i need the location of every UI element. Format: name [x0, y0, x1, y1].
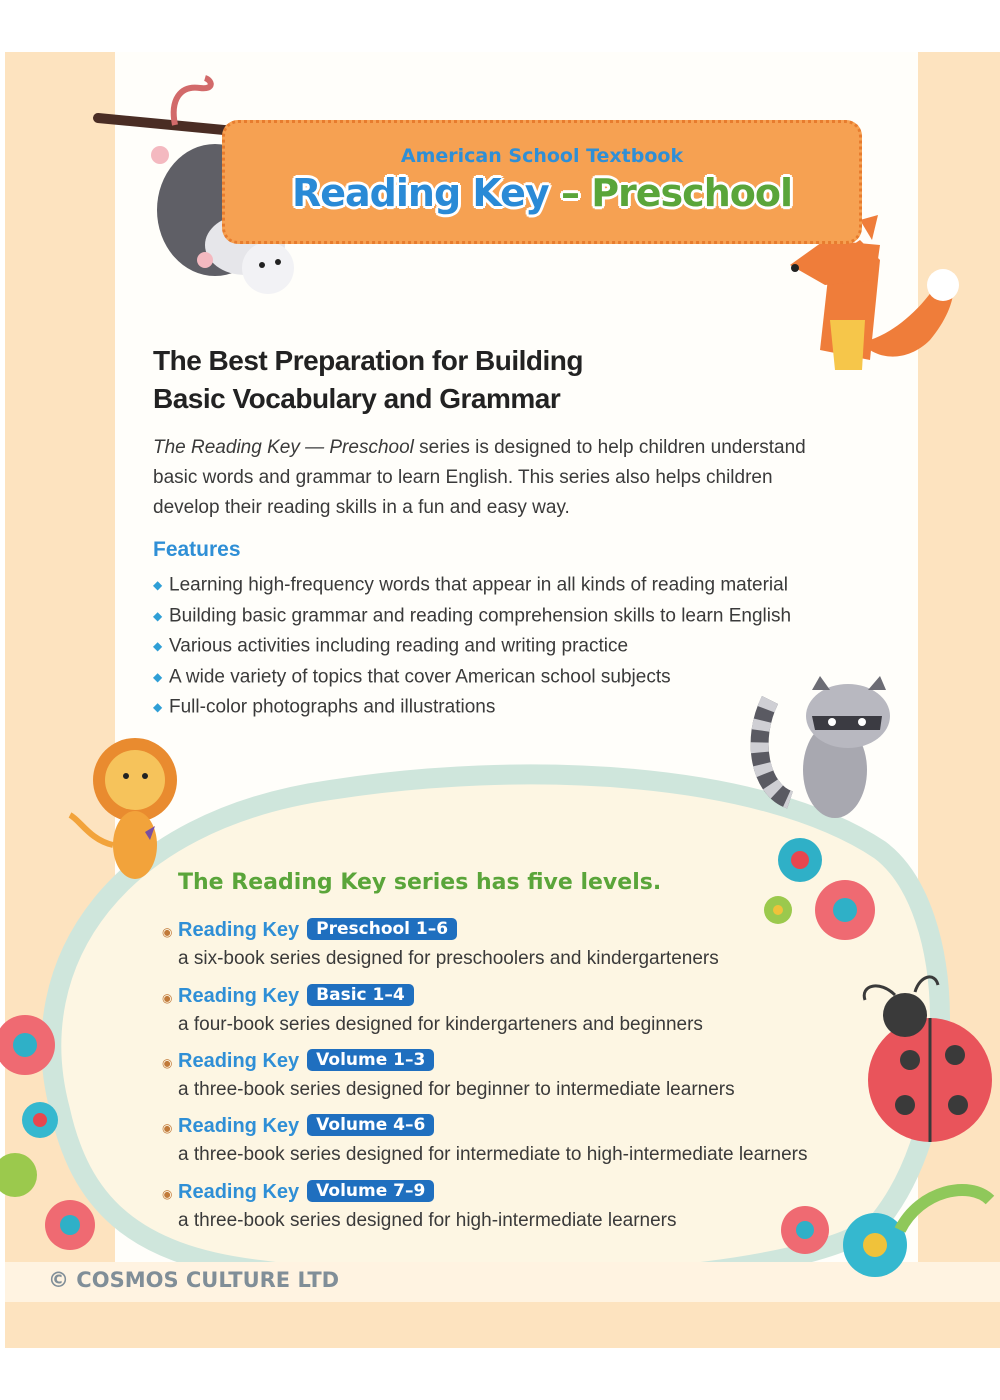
level-description: a six-book series designed for preschoolers and kindergarteners [178, 948, 719, 969]
feature-text: Learning high-frequency words that appear in all kinds of reading material [169, 574, 788, 596]
level-badge: Volume 4–6 [307, 1114, 434, 1136]
level-description: a three-book series designed for intermediate to high-intermediate learners [178, 1144, 808, 1165]
intro-paragraph [153, 433, 813, 523]
feature-item [153, 692, 853, 723]
heading-line1: The Best Preparation for Building [153, 345, 583, 376]
feature-item [153, 570, 853, 601]
level-badge: Basic 1–4 [307, 984, 414, 1006]
level-item [162, 1111, 862, 1169]
feature-item [153, 662, 853, 693]
level-name: Reading Key [178, 1181, 300, 1203]
ring-bullet-icon: ◉ [162, 1055, 173, 1070]
features-title: Features [153, 538, 241, 561]
level-item [162, 915, 862, 973]
feature-text: Building basic grammar and reading comprehension skills to learn English [169, 604, 792, 626]
intro-series-name: The Reading Key — Preschool [153, 437, 414, 458]
bullet-icon: ◆ [153, 669, 163, 684]
level-name: Reading Key [178, 1050, 300, 1072]
ring-bullet-icon: ◉ [162, 990, 173, 1005]
ring-bullet-icon: ◉ [162, 1120, 173, 1135]
feature-item [153, 631, 853, 662]
intro-text: series is designed to help children understand basic words and grammar to learn English. This series also helps children develop their reading skills in a fun and easy way. [153, 437, 806, 518]
feature-text: Full-color photographs and illustrations [169, 696, 496, 718]
bullet-icon: ◆ [153, 578, 163, 592]
level-name: Reading Key [178, 985, 300, 1007]
heading-line2: Basic Vocabulary and Grammar [153, 383, 561, 414]
level-badge: Preschool 1–6 [307, 918, 457, 940]
level-item [162, 1046, 862, 1104]
level-badge: Volume 7–9 [307, 1180, 434, 1202]
features-list [153, 570, 853, 723]
bullet-icon: ◆ [153, 608, 163, 623]
level-badge: Volume 1–3 [307, 1049, 434, 1071]
page-heading [153, 342, 753, 418]
banner-subtitle: American School Textbook [400, 145, 684, 167]
ring-bullet-icon: ◉ [162, 924, 173, 939]
level-item [162, 1177, 862, 1235]
level-name: Reading Key [178, 919, 300, 941]
bullet-icon: ◆ [153, 639, 163, 653]
title-banner [222, 120, 862, 244]
banner-title-part1: Reading Key [292, 171, 549, 215]
feature-text: A wide variety of topics that cover American school subjects [169, 665, 671, 687]
feature-item [153, 601, 853, 632]
copyright-watermark: © COSMOS CULTURE LTD [48, 1268, 340, 1292]
level-description: a three-book series designed for beginner to intermediate learners [178, 1079, 735, 1100]
level-description: a four-book series designed for kindergarteners and beginners [178, 1014, 703, 1035]
banner-title [225, 171, 859, 215]
levels-title: The Reading Key series has five levels. [178, 870, 662, 895]
banner-title-part2: Preschool [591, 171, 792, 215]
level-description: a three-book series designed for high-intermediate learners [178, 1210, 677, 1231]
feature-text: Various activities including reading and writing practice [169, 635, 629, 657]
ring-bullet-icon: ◉ [162, 1186, 173, 1201]
level-item [162, 981, 862, 1039]
banner-title-dash: – [548, 171, 592, 215]
level-name: Reading Key [178, 1115, 300, 1137]
bullet-icon: ◆ [153, 700, 163, 714]
